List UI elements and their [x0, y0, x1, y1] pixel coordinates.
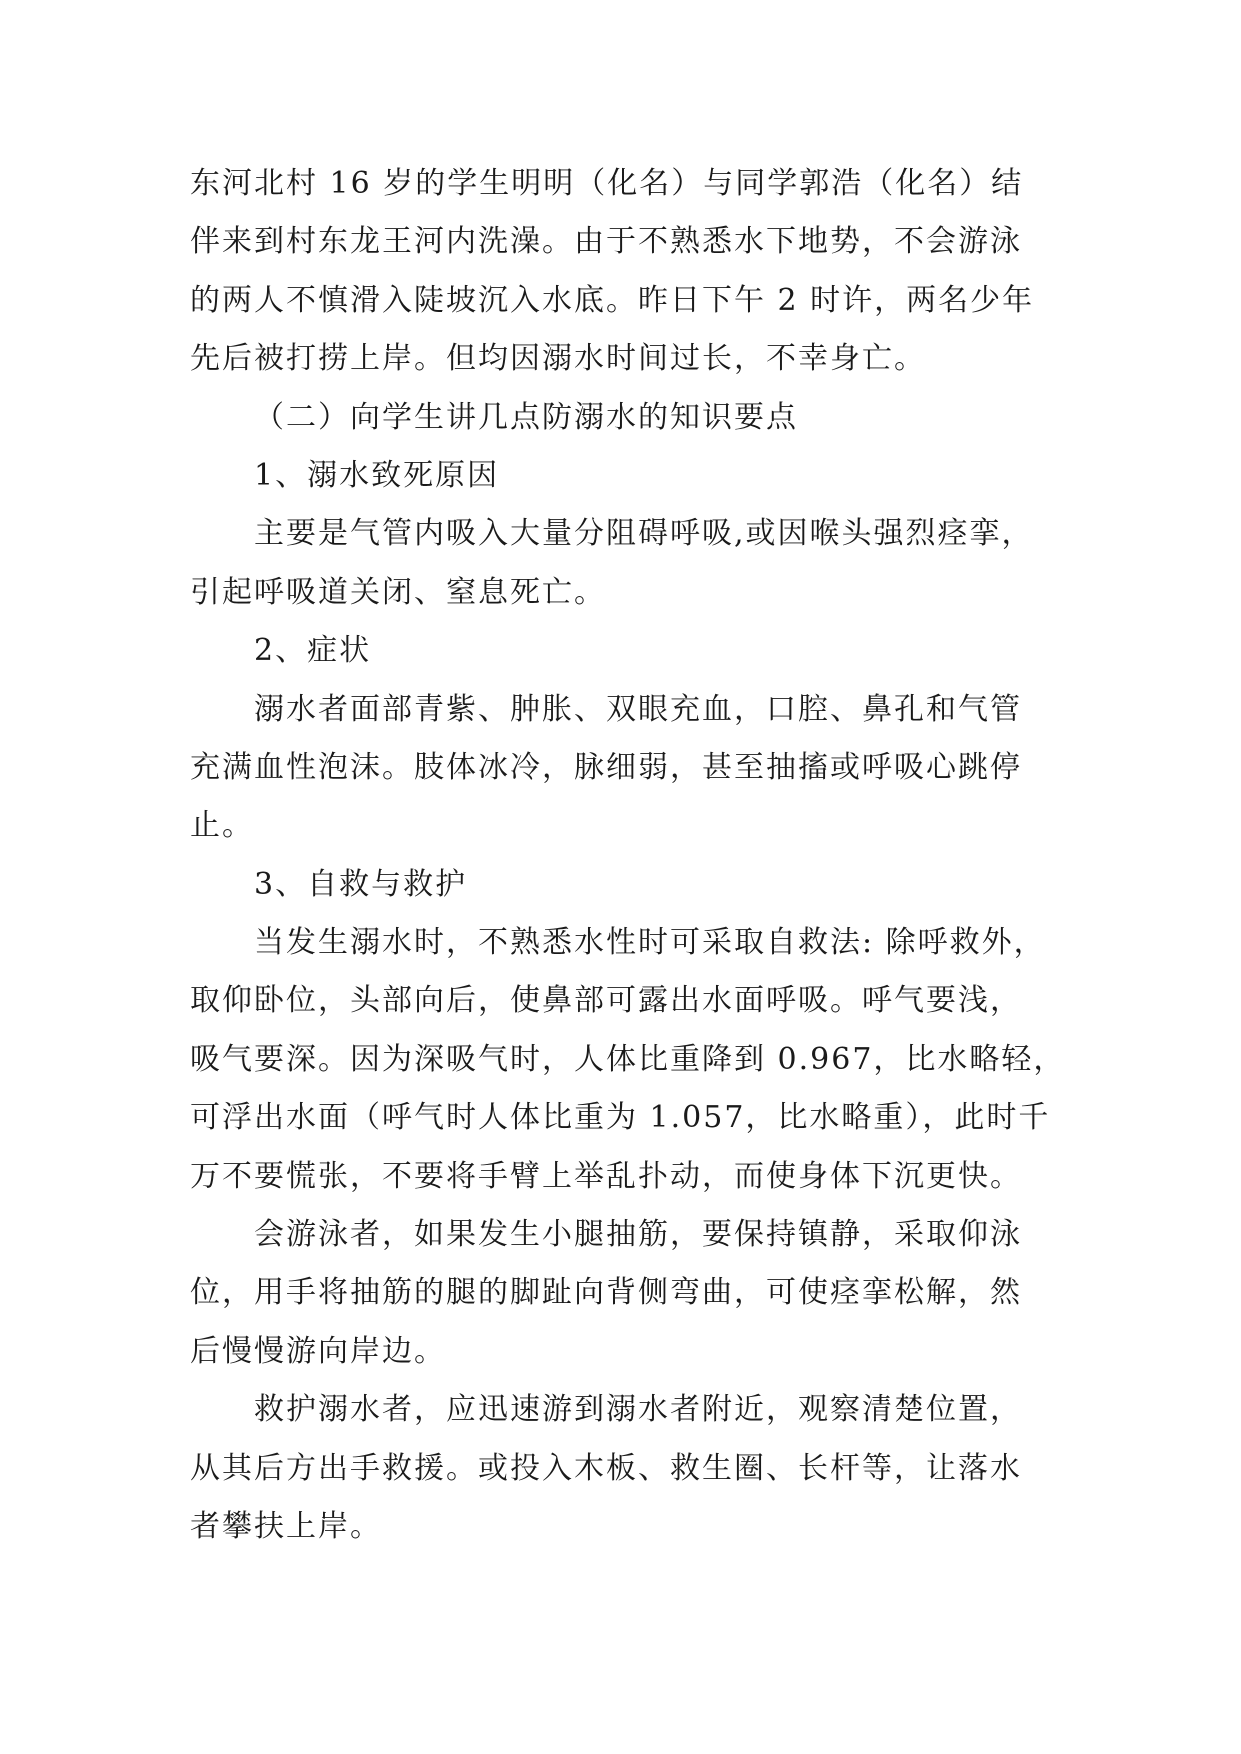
paragraph-line: 会游泳者，如果发生小腿抽筋，要保持镇静，采取仰泳: [254, 1217, 1022, 1253]
paragraph-line: 后慢慢游向岸边。: [190, 1333, 446, 1369]
subsection-heading: 2、症状: [254, 633, 372, 669]
paragraph-line: 当发生溺水时，不熟悉水性时可采取自救法: 除呼救外，: [254, 925, 1046, 961]
subsection-heading: 1、溺水致死原因: [254, 457, 500, 493]
document-body: [190, 155, 1066, 1556]
section-heading: （二）向学生讲几点防溺水的知识要点: [254, 399, 798, 435]
paragraph-line: 主要是气管内吸入大量分阻碍呼吸,或因喉头强烈痉挛，: [254, 516, 1034, 552]
paragraph-line: 吸气要深。因为深吸气时，人体比重降到 0.967，比水略轻，: [190, 1041, 1066, 1077]
paragraph-line: 的两人不慎滑入陡坡沉入水底。昨日下午 2 时许，两名少年: [190, 282, 1035, 318]
paragraph-line: 可浮出水面（呼气时人体比重为 1.057，比水略重），此时千: [190, 1100, 1051, 1136]
paragraph-line: 溺水者面部青紫、肿胀、双眼充血，口腔、鼻孔和气管: [254, 691, 1022, 727]
paragraph-line: 伴来到村东龙王河内洗澡。由于不熟悉水下地势，不会游泳: [190, 224, 1022, 260]
paragraph-line: 救护溺水者，应迅速游到溺水者附近，观察清楚位置，: [254, 1392, 1022, 1428]
paragraph-line: 从其后方出手救援。或投入木板、救生圈、长杆等，让落水: [190, 1450, 1022, 1486]
paragraph-line: 止。: [190, 808, 254, 844]
paragraph-line: 引起呼吸道关闭、窒息死亡。: [190, 574, 606, 610]
paragraph-line: 充满血性泡沫。肢体冰冷，脉细弱，甚至抽搐或呼吸心跳停: [190, 749, 1022, 785]
paragraph-line: 位，用手将抽筋的腿的脚趾向背侧弯曲，可使痉挛松解，然: [190, 1275, 1022, 1311]
subsection-heading: 3、自救与救护: [254, 866, 468, 902]
paragraph-line: 取仰卧位，头部向后，使鼻部可露出水面呼吸。呼气要浅，: [190, 983, 1022, 1019]
paragraph-line: 先后被打捞上岸。但均因溺水时间过长，不幸身亡。: [190, 341, 926, 377]
paragraph-line: 万不要慌张，不要将手臂上举乱扑动，而使身体下沉更快。: [190, 1158, 1022, 1194]
paragraph-line: 者攀扶上岸。: [190, 1508, 382, 1544]
paragraph-line: 东河北村 16 岁的学生明明（化名）与同学郭浩（化名）结: [190, 166, 1024, 201]
